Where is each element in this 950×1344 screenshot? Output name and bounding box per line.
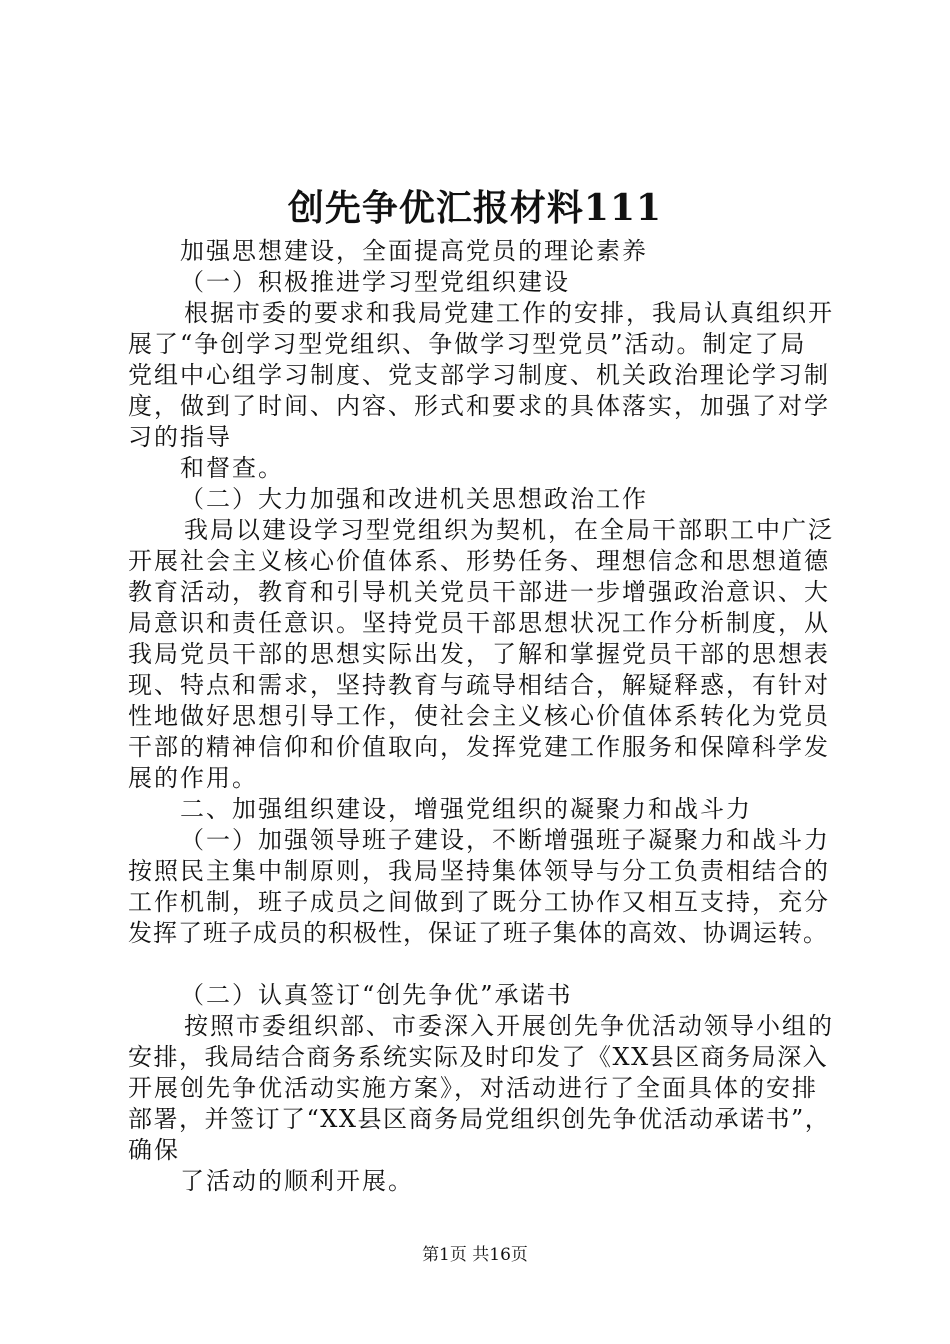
paragraph-line: 展的作用。 bbox=[128, 764, 258, 792]
paragraph-gap bbox=[128, 949, 840, 980]
paragraph-line: 干部的精神信仰和价值取向，发挥党建工作服务和保障科学发 bbox=[128, 733, 830, 761]
paragraph-line: 习的指导 bbox=[128, 423, 232, 451]
subsection-heading: （一）积极推进学习型党组织建设 bbox=[180, 268, 570, 296]
paragraph-line: 教育活动，教育和引导机关党员干部进一步增强政治意识、大 bbox=[128, 578, 830, 606]
paragraph-line: 开展社会主义核心价值体系、形势任务、理想信念和思想道德 bbox=[128, 547, 830, 575]
paragraph-line: 展了“争创学习型党组织、争做学习型党员”活动。制定了局 bbox=[128, 330, 807, 358]
paragraph-line: 了活动的顺利开展。 bbox=[180, 1167, 414, 1195]
section-heading: 加强思想建设，全面提高党员的理论素养 bbox=[180, 237, 648, 265]
paragraph-line: 局意识和责任意识。坚持党员干部思想状况工作分析制度，从 bbox=[128, 609, 830, 637]
page-number-footer: 第1页 共16页 bbox=[422, 1245, 528, 1265]
paragraph-line: 发挥了班子成员的积极性，保证了班子集体的高效、协调运转。 bbox=[128, 919, 828, 947]
paragraph-line: 开展创先争优活动实施方案》，对活动进行了全面具体的安排 bbox=[128, 1074, 818, 1102]
paragraph-line: 和督查。 bbox=[180, 454, 284, 482]
paragraph-line: 根据市委的要求和我局党建工作的安排，我局认真组织开 bbox=[184, 299, 834, 327]
paragraph-line: 我局以建设学习型党组织为契机，在全局干部职工中广泛 bbox=[184, 516, 834, 544]
paragraph-line: 确保 bbox=[128, 1136, 180, 1164]
section-heading: 二、加强组织建设，增强党组织的凝聚力和战斗力 bbox=[180, 795, 752, 823]
paragraph-line: 度，做到了时间、内容、形式和要求的具体落实，加强了对学 bbox=[128, 392, 830, 420]
document-body bbox=[128, 236, 840, 1197]
paragraph-line: 安排，我局结合商务系统实际及时印发了《XX县区商务局深入 bbox=[128, 1043, 829, 1071]
paragraph-line: 部署，并签订了“XX县区商务局党组织创先争优活动承诺书”， bbox=[128, 1105, 831, 1133]
subsection-heading: （一）加强领导班子建设，不断增强班子凝聚力和战斗力 bbox=[180, 826, 830, 854]
paragraph-line: 我局党员干部的思想实际出发，了解和掌握党员干部的思想表 bbox=[128, 640, 830, 668]
paragraph-line: 按照市委组织部、市委深入开展创先争优活动领导小组的 bbox=[184, 1012, 834, 1040]
paragraph-line: 按照民主集中制原则，我局坚持集体领导与分工负责相结合的 bbox=[128, 857, 830, 885]
paragraph-line: 性地做好思想引导工作，使社会主义核心价值体系转化为党员 bbox=[128, 702, 830, 730]
document-title: 创先争优汇报材料111 bbox=[287, 187, 663, 229]
paragraph-line: 现、特点和需求，坚持教育与疏导相结合，解疑释惑，有针对 bbox=[128, 671, 830, 699]
paragraph-line: 党组中心组学习制度、党支部学习制度、机关政治理论学习制 bbox=[128, 361, 830, 389]
subsection-heading: （二）认真签订“创先争优”承诺书 bbox=[180, 981, 573, 1009]
subsection-heading: （二）大力加强和改进机关思想政治工作 bbox=[180, 485, 648, 513]
paragraph-line: 工作机制，班子成员之间做到了既分工协作又相互支持，充分 bbox=[128, 888, 830, 916]
